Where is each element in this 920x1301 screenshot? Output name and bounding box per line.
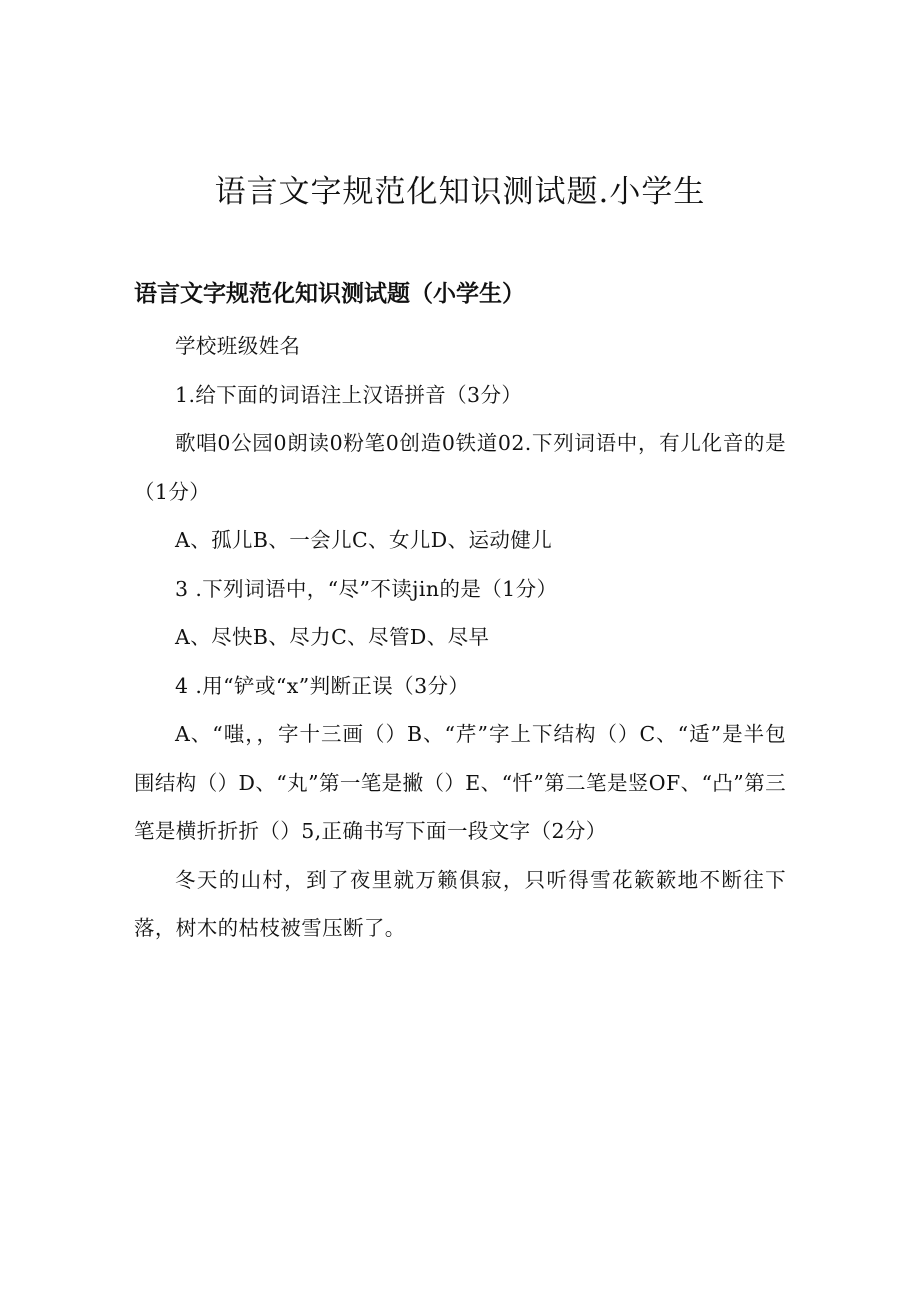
school-class-name-line: 学校班级姓名	[175, 334, 301, 358]
document-body	[134, 322, 786, 953]
document-title: 语言文字规范化知识测试题.小学生	[214, 174, 706, 210]
question-5-passage: 冬天的山村，到了夜里就万籁俱寂，只听得雪花簌簌地不断往下落，树木的枯枝被雪压断了。	[134, 867, 786, 940]
question-2-options: A、孤儿B、一会儿C、女儿D、运动健儿	[175, 528, 553, 552]
question-3-options: A、尽快B、尽力C、尽管D、尽早	[175, 625, 490, 649]
question-1: 1.给下面的词语注上汉语拼音（3分）	[175, 382, 523, 407]
question-4-items-and-question-5: A、“嗤，，字十三画（）B、“芹”字上下结构（）C、“适”是半包围结构（）D、“丸”第一笔是撇（）E、“忏”第二笔是竖OF、“凸”第三笔是横折折折（）5,正确书写下面一段文字（2分）	[134, 722, 786, 843]
question-3: 3 .下列词语中，“尽”不读jin的是（1分）	[175, 576, 558, 601]
section-heading: 语言文字规范化知识测试题（小学生）	[134, 281, 525, 307]
question-4: 4 .用“铲或“x”判断正误（3分）	[175, 673, 470, 698]
question-1-words-and-question-2: 歌唱0公园0朗读0粉笔0创造0铁道02.下列词语中，有儿化音的是（1分）	[134, 431, 786, 504]
